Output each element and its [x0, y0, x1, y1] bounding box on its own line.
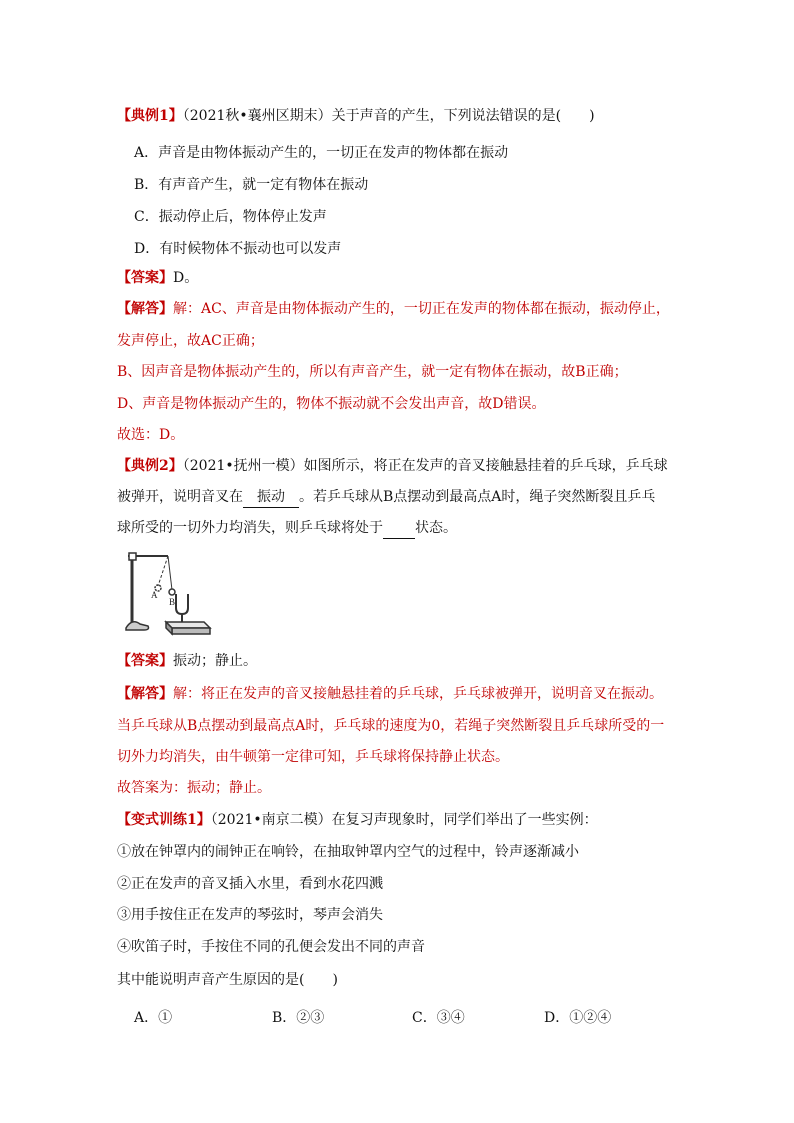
example2-question-text: 。若乒乓球从B点摆动到最高点A时，绳子突然断裂且乒乓 — [299, 489, 656, 505]
example1-question — [117, 106, 595, 126]
example1-option-c: C．振动停止后，物体停止发声 — [134, 209, 327, 225]
example2-answer-tag: 【答案】 — [117, 653, 173, 669]
variant1-question — [117, 810, 598, 830]
variant1-tag: 【变式训练1】 — [117, 812, 211, 828]
example1-analysis-line: B、因声音是物体振动产生的，所以有声音产生，就一定有物体在振动，故B正确； — [117, 364, 628, 380]
example2-answer-text: 振动；静止。 — [173, 653, 257, 669]
choice-c: C．③④ — [412, 1010, 465, 1026]
example1-analysis-line: 故选：D。 — [117, 427, 185, 443]
example1-answer — [117, 268, 198, 288]
answer-blank-empty — [383, 518, 415, 539]
figure-label-b: B — [169, 597, 176, 607]
example2-answer — [117, 651, 257, 671]
choice-b: B．②③ — [272, 1010, 325, 1026]
variant1-prompt: 其中能说明声音产生原因的是( ) — [117, 972, 338, 988]
example1-answer-tag: 【答案】 — [117, 270, 173, 286]
example1-question-text: （2021秋•襄州区期末）关于声音的产生，下列说法错误的是( ) — [182, 108, 595, 124]
example2-analysis-line — [117, 684, 663, 704]
example2-analysis-text: 解：将正在发声的音叉接触悬挂着的乒乓球，乒乓球被弹开，说明音叉在振动。 — [173, 686, 663, 702]
example1-option-a: A．声音是由物体振动产生的，一切正在发声的物体都在振动 — [134, 145, 509, 161]
example1-answer-text: D。 — [173, 270, 199, 286]
choice-d: D．①②④ — [544, 1010, 612, 1026]
variant1-item: ①放在钟罩内的闹钟正在响铃，在抽取钟罩内空气的过程中，铃声逐渐减小 — [117, 844, 579, 860]
example1-analysis-tag: 【解答】 — [117, 301, 173, 317]
example2-question-line1 — [117, 456, 668, 476]
example2-question-text: （2021•抚州一模）如图所示，将正在发声的音叉接触悬挂着的乒乓球，乒乓球 — [182, 458, 668, 474]
example1-analysis-line: D、声音是物体振动产生的，物体不振动就不会发出声音，故D错误。 — [117, 396, 546, 412]
example2-question-text: 状态。 — [415, 520, 457, 536]
example1-option-b: B．有声音产生，就一定有物体在振动 — [134, 177, 369, 193]
figure-label-a: A — [151, 590, 158, 600]
example2-question-text: 球所受的一切外力均消失，则乒乓球将处于 — [117, 520, 383, 536]
example2-tag: 【典例2】 — [117, 458, 183, 474]
example2-analysis-line: 当乒乓球从B点摆动到最高点A时，乒乓球的速度为0，若绳子突然断裂且乒乓球所受的一 — [117, 718, 665, 734]
example1-tag: 【典例1】 — [117, 108, 183, 124]
example2-question-line3 — [117, 518, 457, 539]
variant1-item: ③用手按住正在发声的琴弦时，琴声会消失 — [117, 907, 383, 923]
example2-analysis-line: 故答案为：振动；静止。 — [117, 780, 271, 796]
example2-analysis-tag: 【解答】 — [117, 686, 173, 702]
example1-analysis-text: 解：AC、声音是由物体振动产生的，一切正在发声的物体都在振动，振动停止， — [173, 301, 670, 317]
choice-a: A．① — [134, 1010, 173, 1026]
variant1-item: ②正在发声的音叉插入水里，看到水花四溅 — [117, 876, 383, 892]
example1-analysis-line — [117, 299, 670, 319]
tuning-fork-figure — [118, 548, 222, 638]
example1-analysis-line: 发声停止，故AC正确； — [117, 333, 264, 349]
example2-analysis-line: 切外力均消失，由牛顿第一定律可知，乒乓球将保持静止状态。 — [117, 749, 509, 765]
example2-question-line2 — [117, 487, 655, 508]
example1-option-d: D．有时候物体不振动也可以发声 — [134, 241, 342, 257]
variant1-item: ④吹笛子时，手按住不同的孔便会发出不同的声音 — [117, 939, 425, 955]
variant1-question-text: （2021•南京二模）在复习声现象时，同学们举出了一些实例： — [210, 812, 598, 828]
answer-blank: 振动 — [243, 487, 299, 508]
example2-question-text: 被弹开，说明音叉在 — [117, 489, 243, 505]
